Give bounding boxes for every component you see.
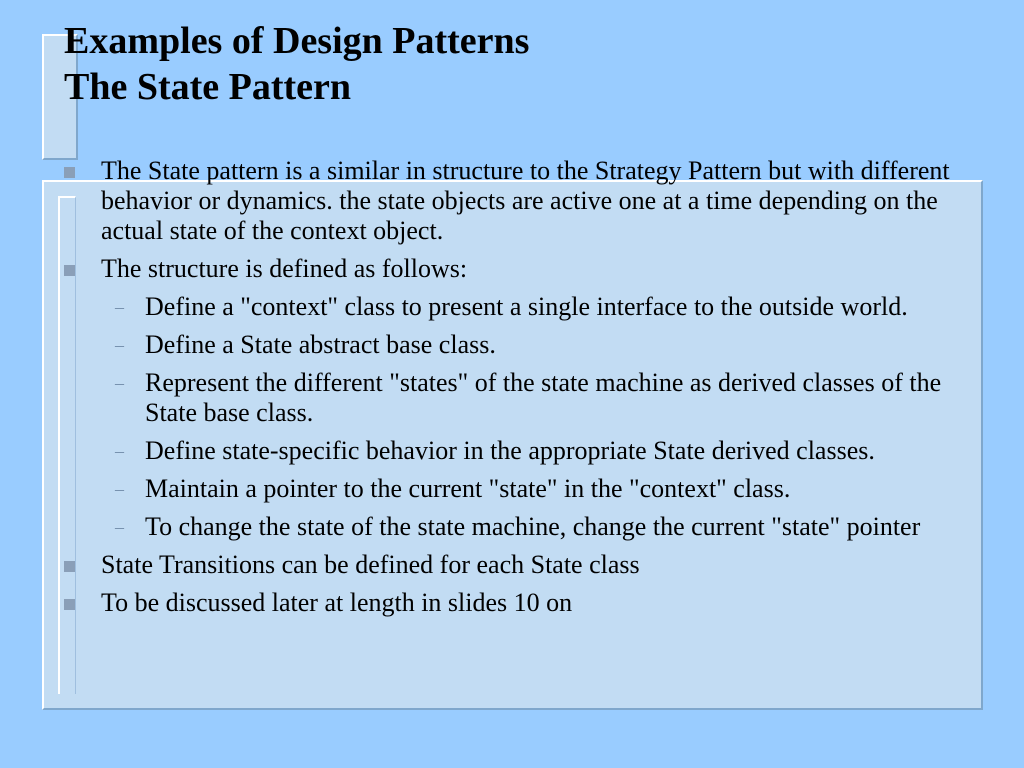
bullet-text: To be discussed later at length in slides 10 on <box>101 588 573 617</box>
bullet-item <box>0 254 1000 542</box>
square-bullet-icon <box>64 599 75 610</box>
sub-bullet-item <box>115 292 950 322</box>
sub-bullet-text: Maintain a pointer to the current "state" in the "context" class. <box>145 474 791 503</box>
dash-bullet-icon: – <box>115 441 124 461</box>
square-bullet-icon <box>64 265 75 276</box>
bullet-item <box>0 550 1000 580</box>
sub-bullet-text: Define state-specific behavior in the appropriate State derived classes. <box>145 436 875 465</box>
sub-bullet-text: To change the state of the state machine, change the current "state" pointer <box>145 512 921 541</box>
bullet-list <box>0 156 1000 626</box>
slide-title-line-1: Examples of Design Patterns <box>64 20 530 62</box>
square-bullet-icon <box>64 561 75 572</box>
sub-bullet-item <box>115 330 950 360</box>
slide-title-line-2: The State Pattern <box>64 66 352 108</box>
sub-bullet-text: Define a State abstract base class. <box>145 330 496 359</box>
sub-bullet-text: Represent the different "states" of the state machine as derived classes of the State base class. <box>145 368 942 427</box>
slide-title <box>64 18 529 110</box>
dash-bullet-icon: – <box>115 479 124 499</box>
dash-bullet-icon: – <box>115 335 124 355</box>
sub-bullet-item <box>115 436 950 466</box>
bullet-text: The State pattern is a similar in structure to the Strategy Pattern but with different behavior or dynamics. the state objects are active one at a time depending on the actual state of the context object. <box>101 156 950 245</box>
square-bullet-icon <box>64 167 75 178</box>
sub-bullet-list <box>101 292 950 542</box>
sub-bullet-item <box>115 474 950 504</box>
dash-bullet-icon: – <box>115 297 124 317</box>
dash-bullet-icon: – <box>115 517 124 537</box>
bullet-item <box>0 588 1000 618</box>
sub-bullet-item <box>115 368 950 428</box>
bullet-text: The structure is defined as follows: <box>101 254 468 283</box>
sub-bullet-text: Define a "context" class to present a single interface to the outside world. <box>145 292 908 321</box>
bullet-item <box>0 156 1000 246</box>
dash-bullet-icon: – <box>115 373 124 393</box>
sub-bullet-item <box>115 512 950 542</box>
bullet-text: State Transitions can be defined for each State class <box>101 550 640 579</box>
